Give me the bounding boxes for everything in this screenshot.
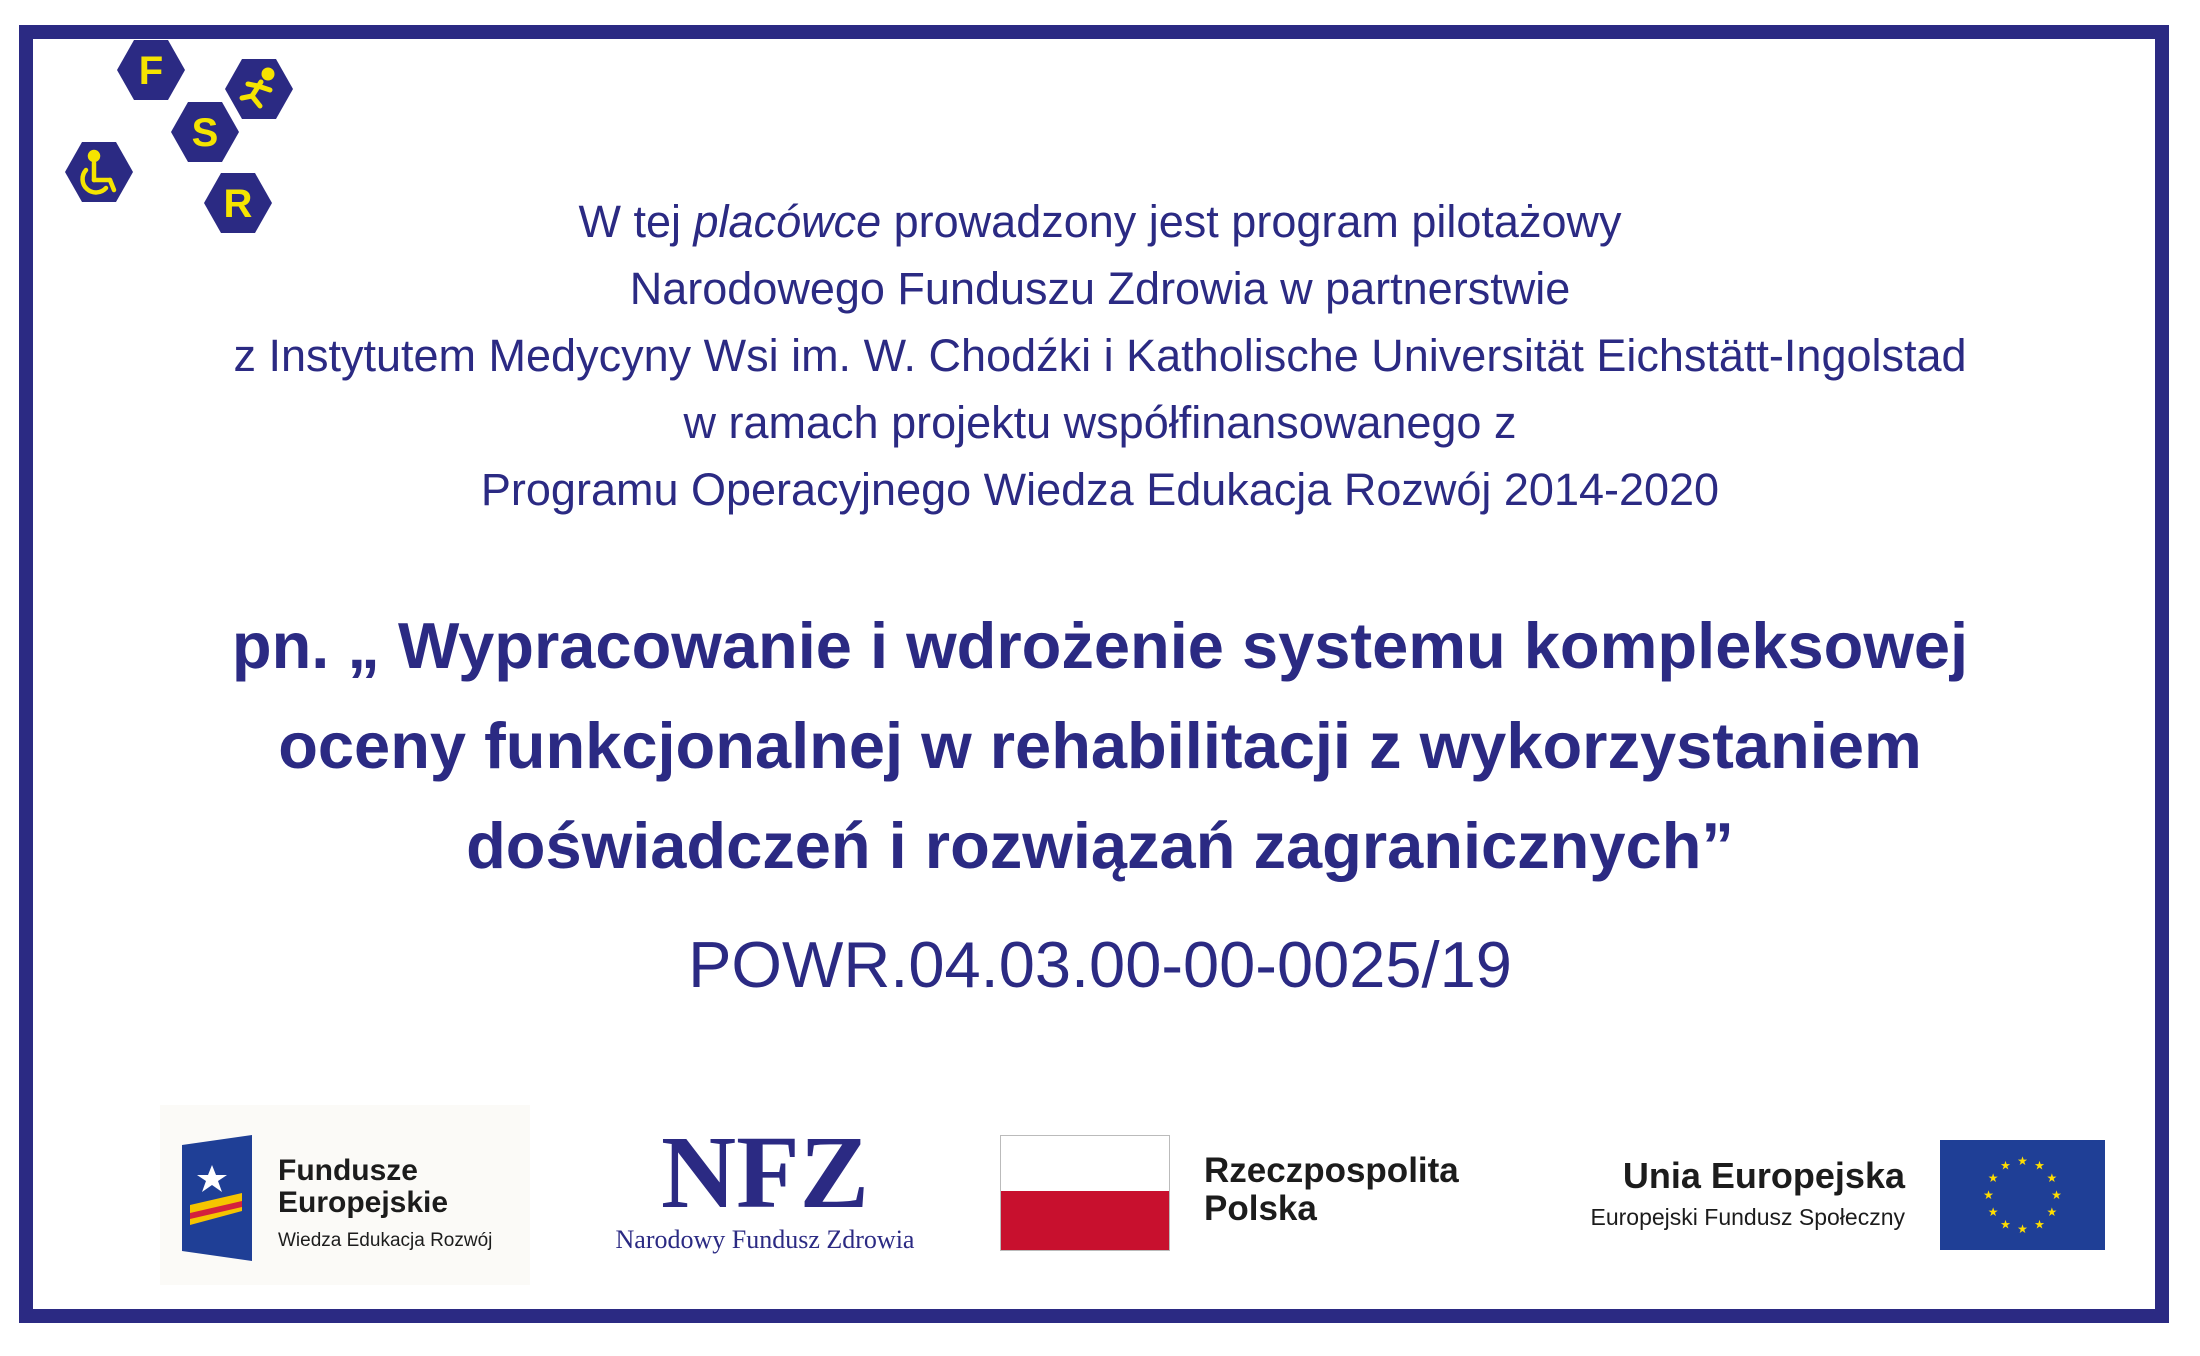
eu-star: ★ bbox=[2046, 1171, 2058, 1185]
fsr-letter-f: F bbox=[138, 49, 164, 93]
fundusze-europejskie-icon bbox=[182, 1135, 252, 1261]
intro-line-5: Programu Operacyjnego Wiedza Edukacja Rozwój 2014-2020 bbox=[480, 464, 1720, 515]
eu-star: ★ bbox=[1987, 1171, 1999, 1185]
intro-line-4: w ramach projektu współfinansowanego z bbox=[683, 397, 1517, 448]
fundusze-europejskie-logo bbox=[160, 1105, 530, 1285]
title-line-1: pn. „ Wypracowanie i wdrożenie systemu kompleksowej bbox=[231, 609, 1969, 682]
eu-flag bbox=[1940, 1140, 2105, 1250]
intro-line-2: Narodowego Funduszu Zdrowia w partnerstwie bbox=[629, 263, 1571, 314]
eu-subtitle: Europejski Fundusz Społeczny bbox=[1590, 1204, 1905, 1230]
unia-europejska-text bbox=[1500, 1155, 1905, 1233]
eu-star: ★ bbox=[2000, 1158, 2011, 1173]
fsr-letter-s: S bbox=[191, 111, 219, 155]
eu-star: ★ bbox=[2034, 1217, 2045, 1232]
eu-star: ★ bbox=[1987, 1205, 1999, 1219]
eu-name: Unia Europejska bbox=[1622, 1155, 1905, 1196]
nfz-subtitle: Narodowy Fundusz Zdrowia bbox=[615, 1225, 915, 1254]
fe-name-line-2: Europejskie bbox=[278, 1186, 449, 1219]
eu-star: ★ bbox=[2046, 1205, 2058, 1219]
fe-subtitle: Wiedza Edukacja Rozwój bbox=[278, 1230, 493, 1251]
eu-star: ★ bbox=[2000, 1217, 2011, 1232]
intro-line-1: W tej placówce prowadzony jest program pilotażowy bbox=[578, 196, 1622, 247]
project-code: POWR.04.03.00-00-0025/19 bbox=[688, 928, 1512, 1001]
nfz-mark-text: NFZ bbox=[661, 1125, 869, 1217]
intro-emphasis: placówce bbox=[693, 196, 882, 247]
intro-line-3: z Instytutem Medycyny Wsi im. W. Chodźki i Katholische Universität Eichstätt-Ingolstad bbox=[233, 330, 1967, 381]
project-title bbox=[0, 596, 2200, 896]
rzeczpospolita-polska-text bbox=[1204, 1152, 1459, 1228]
eu-star: ★ bbox=[2017, 1222, 2028, 1236]
nfz-logo bbox=[590, 1125, 940, 1265]
eu-star: ★ bbox=[2034, 1158, 2045, 1173]
pl-line-1: Rzeczpospolita bbox=[1204, 1151, 1459, 1190]
eu-star: ★ bbox=[2051, 1188, 2062, 1202]
polish-flag bbox=[1000, 1135, 1170, 1251]
eu-star: ★ bbox=[1983, 1188, 1994, 1202]
fe-name-line-1: Fundusze bbox=[278, 1154, 418, 1187]
title-line-3: doświadczeń i rozwiązań zagranicznych” bbox=[466, 809, 1734, 882]
intro-text bbox=[0, 188, 2200, 523]
eu-stars bbox=[1940, 1140, 2105, 1250]
fsr-letter-r: R bbox=[223, 182, 253, 226]
title-line-2: oceny funkcjonalnej w rehabilitacji z wykorzystaniem bbox=[278, 709, 1922, 782]
eu-star: ★ bbox=[2017, 1154, 2028, 1168]
pl-line-2: Polska bbox=[1204, 1189, 1317, 1228]
nfz-mark bbox=[660, 1125, 870, 1217]
